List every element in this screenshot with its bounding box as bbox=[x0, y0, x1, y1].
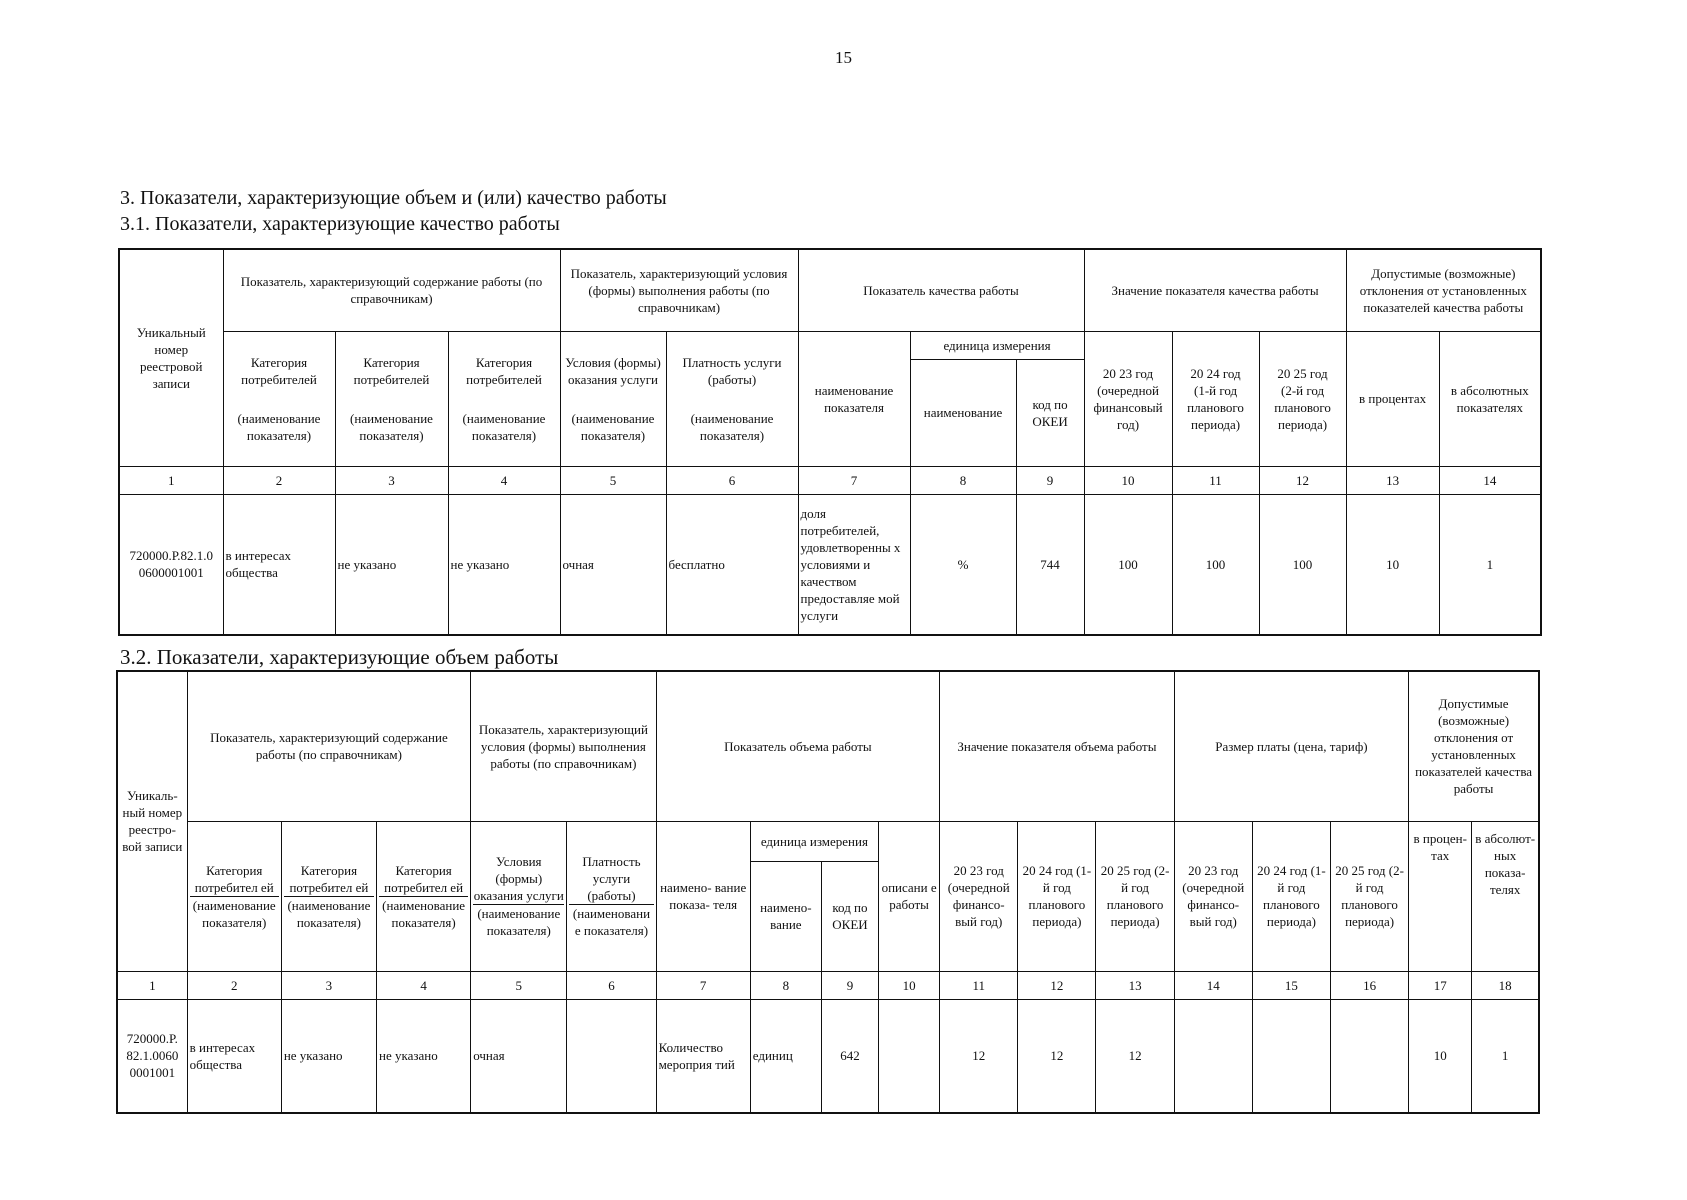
t1-cell-category-1: в интересах общества bbox=[223, 494, 335, 635]
t2-header-category-1: Категория потребител ей (наименование показателя) bbox=[187, 821, 281, 971]
t1-data-row bbox=[119, 494, 1541, 635]
t1-col-num: 8 bbox=[910, 466, 1016, 494]
t2-header-category-2: Категория потребител ей (наименование показателя) bbox=[281, 821, 376, 971]
t2-cell-registry-number: 720000.Р. 82.1.0060 0001001 bbox=[117, 999, 187, 1113]
t1-header-category-2: Категория потребителей (наименование показателя) bbox=[335, 331, 448, 466]
t1-header-category-1: Категория потребителей (наименование показателя) bbox=[223, 331, 335, 466]
t2-header-fee-year-3: 20 25 год (2-й год планового периода) bbox=[1330, 821, 1408, 971]
t2-cell-category-2: не указано bbox=[281, 999, 376, 1113]
t2-header-percent: в процен- тах bbox=[1409, 821, 1472, 971]
t2-header-fee: Размер платы (цена, тариф) bbox=[1174, 671, 1409, 821]
t1-col-num: 11 bbox=[1172, 466, 1259, 494]
t2-col-num: 17 bbox=[1409, 971, 1472, 999]
t2-col-num: 7 bbox=[656, 971, 750, 999]
t2-col-num: 13 bbox=[1096, 971, 1174, 999]
t2-col-num: 16 bbox=[1330, 971, 1408, 999]
t1-col-num: 2 bbox=[223, 466, 335, 494]
t2-header-fee-year-2: 20 24 год (1-й год планового периода) bbox=[1252, 821, 1330, 971]
t1-header-year-2: 20 24 год (1-й год планового периода) bbox=[1172, 331, 1259, 466]
t2-col-num: 18 bbox=[1472, 971, 1539, 999]
t2-cell-fee-year-3 bbox=[1330, 999, 1408, 1113]
t2-cell-indicator: Количество мероприя тий bbox=[656, 999, 750, 1113]
t2-header-unique: Уникаль- ный номер реестро- вой записи bbox=[117, 671, 187, 971]
t2-col-num: 3 bbox=[281, 971, 376, 999]
t2-header-indicator-name: наимено- вание показа- теля bbox=[656, 821, 750, 971]
t2-cell-fee-year-2 bbox=[1252, 999, 1330, 1113]
t1-header-percent: в процентах bbox=[1346, 331, 1439, 466]
t1-cell-payment: бесплатно bbox=[666, 494, 798, 635]
t1-col-num: 6 bbox=[666, 466, 798, 494]
t2-header-absolute: в абсолют- ных показа- телях bbox=[1472, 821, 1539, 971]
t1-cell-okei: 744 bbox=[1016, 494, 1084, 635]
t2-col-num: 2 bbox=[187, 971, 281, 999]
t1-cell-absolute: 1 bbox=[1439, 494, 1541, 635]
t2-col-num: 9 bbox=[821, 971, 878, 999]
t1-cell-registry-number: 720000.Р.82.1.0 0600001001 bbox=[119, 494, 223, 635]
t1-cell-indicator: доля потребителей, удовлетворенны х условиями и качеством предоставляе мой услуги bbox=[798, 494, 910, 635]
section-3-1-title: 3.1. Показатели, характеризующие качество работы bbox=[120, 213, 560, 235]
t2-header-content: Показатель, характеризующий содержание работы (по справочникам) bbox=[187, 671, 471, 821]
t2-col-num: 1 bbox=[117, 971, 187, 999]
t2-header-volume: Показатель объема работы bbox=[656, 671, 940, 821]
section-3-title: 3. Показатели, характеризующие объем и (или) качество работы bbox=[120, 187, 667, 209]
t1-header-unique: Уникальный номер реестровой записи bbox=[119, 249, 223, 466]
t2-header-conditions-form: Условия (формы) оказания услуги (наименование показателя) bbox=[471, 821, 567, 971]
volume-table bbox=[116, 670, 1540, 1114]
t2-header-conditions: Показатель, характеризующий условия (формы) выполнения работы (по справочникам) bbox=[471, 671, 656, 821]
t1-header-year-1: 20 23 год (очередной финансовый год) bbox=[1084, 331, 1172, 466]
t1-cell-percent: 10 bbox=[1346, 494, 1439, 635]
t2-cell-value-year-2: 12 bbox=[1018, 999, 1096, 1113]
t2-col-num: 10 bbox=[879, 971, 940, 999]
t2-cell-category-1: в интересах общества bbox=[187, 999, 281, 1113]
t2-col-num: 14 bbox=[1174, 971, 1252, 999]
t1-cell-form: очная bbox=[560, 494, 666, 635]
t2-numbers-row bbox=[117, 971, 1539, 999]
t1-col-num: 7 bbox=[798, 466, 910, 494]
t2-cell-okei: 642 bbox=[821, 999, 878, 1113]
t2-header-value: Значение показателя объема работы bbox=[940, 671, 1175, 821]
t1-cell-category-3: не указано bbox=[448, 494, 560, 635]
t2-cell-payment bbox=[567, 999, 656, 1113]
t2-col-num: 6 bbox=[567, 971, 656, 999]
t1-cell-year-3: 100 bbox=[1259, 494, 1346, 635]
t1-cell-category-2: не указано bbox=[335, 494, 448, 635]
t2-header-category-3: Категория потребител ей (наименование показателя) bbox=[377, 821, 471, 971]
t1-header-absolute: в абсолютных показателях bbox=[1439, 331, 1541, 466]
t1-col-num: 12 bbox=[1259, 466, 1346, 494]
t1-header-content: Показатель, характеризующий содержание работы (по справочникам) bbox=[223, 249, 560, 331]
t1-header-category-3: Категория потребителей (наименование показателя) bbox=[448, 331, 560, 466]
t1-header-year-3: 20 25 год (2-й год планового периода) bbox=[1259, 331, 1346, 466]
t1-col-num: 14 bbox=[1439, 466, 1541, 494]
t1-numbers-row bbox=[119, 466, 1541, 494]
page-number: 15 bbox=[835, 48, 852, 67]
t2-header-payment: Платность услуги (работы) (наименовани е показателя) bbox=[567, 821, 656, 971]
t1-header-indicator-name: наименование показателя bbox=[798, 331, 910, 466]
t1-col-num: 4 bbox=[448, 466, 560, 494]
t1-header-payment: Платность услуги (работы) (наименование показателя) bbox=[666, 331, 798, 466]
t2-cell-value-year-1: 12 bbox=[940, 999, 1018, 1113]
t2-col-num: 12 bbox=[1018, 971, 1096, 999]
t2-col-num: 11 bbox=[940, 971, 1018, 999]
t1-header-conditions: Показатель, характеризующий условия (формы) выполнения работы (по справочникам) bbox=[560, 249, 798, 331]
t2-cell-value-year-3: 12 bbox=[1096, 999, 1174, 1113]
t2-col-num: 8 bbox=[750, 971, 821, 999]
t1-cell-year-1: 100 bbox=[1084, 494, 1172, 635]
t2-data-row bbox=[117, 999, 1539, 1113]
t1-col-num: 10 bbox=[1084, 466, 1172, 494]
t2-header-value-year-3: 20 25 год (2-й год планового периода) bbox=[1096, 821, 1174, 971]
t2-header-deviation: Допустимые (возможные) отклонения от установленных показателей качества работы bbox=[1409, 671, 1539, 821]
t2-col-num: 15 bbox=[1252, 971, 1330, 999]
t2-cell-description bbox=[879, 999, 940, 1113]
t1-col-num: 3 bbox=[335, 466, 448, 494]
t2-cell-unit: единиц bbox=[750, 999, 821, 1113]
t2-header-fee-year-1: 20 23 год (очередной финансо- вый год) bbox=[1174, 821, 1252, 971]
t2-cell-absolute: 1 bbox=[1472, 999, 1539, 1113]
t2-cell-form: очная bbox=[471, 999, 567, 1113]
t1-col-num: 1 bbox=[119, 466, 223, 494]
t1-header-unit-name: наименование bbox=[910, 359, 1016, 466]
t2-header-description: описани е работы bbox=[879, 821, 940, 971]
t1-col-num: 5 bbox=[560, 466, 666, 494]
t2-col-num: 4 bbox=[377, 971, 471, 999]
t1-header-value: Значение показателя качества работы bbox=[1084, 249, 1346, 331]
t1-col-num: 13 bbox=[1346, 466, 1439, 494]
section-3-2-title: 3.2. Показатели, характеризующие объем работы bbox=[120, 645, 559, 669]
t2-cell-percent: 10 bbox=[1409, 999, 1472, 1113]
t1-header-conditions-form: Условия (формы) оказания услуги (наименование показателя) bbox=[560, 331, 666, 466]
t2-cell-category-3: не указано bbox=[377, 999, 471, 1113]
t1-cell-year-2: 100 bbox=[1172, 494, 1259, 635]
t2-header-unit: единица измерения bbox=[750, 821, 878, 861]
t1-header-deviation: Допустимые (возможные) отклонения от установленных показателей качества работы bbox=[1346, 249, 1541, 331]
quality-table bbox=[118, 248, 1542, 636]
t1-header-unit: единица измерения bbox=[910, 331, 1084, 359]
t2-header-unit-name: наимено- вание bbox=[750, 861, 821, 971]
t1-header-quality: Показатель качества работы bbox=[798, 249, 1084, 331]
t2-header-value-year-1: 20 23 год (очередной финансо- вый год) bbox=[940, 821, 1018, 971]
t1-header-okei: код по ОКЕИ bbox=[1016, 359, 1084, 466]
t2-col-num: 5 bbox=[471, 971, 567, 999]
t2-header-okei: код по ОКЕИ bbox=[821, 861, 878, 971]
t1-cell-unit: % bbox=[910, 494, 1016, 635]
t2-cell-fee-year-1 bbox=[1174, 999, 1252, 1113]
t1-col-num: 9 bbox=[1016, 466, 1084, 494]
t2-header-value-year-2: 20 24 год (1-й год планового периода) bbox=[1018, 821, 1096, 971]
